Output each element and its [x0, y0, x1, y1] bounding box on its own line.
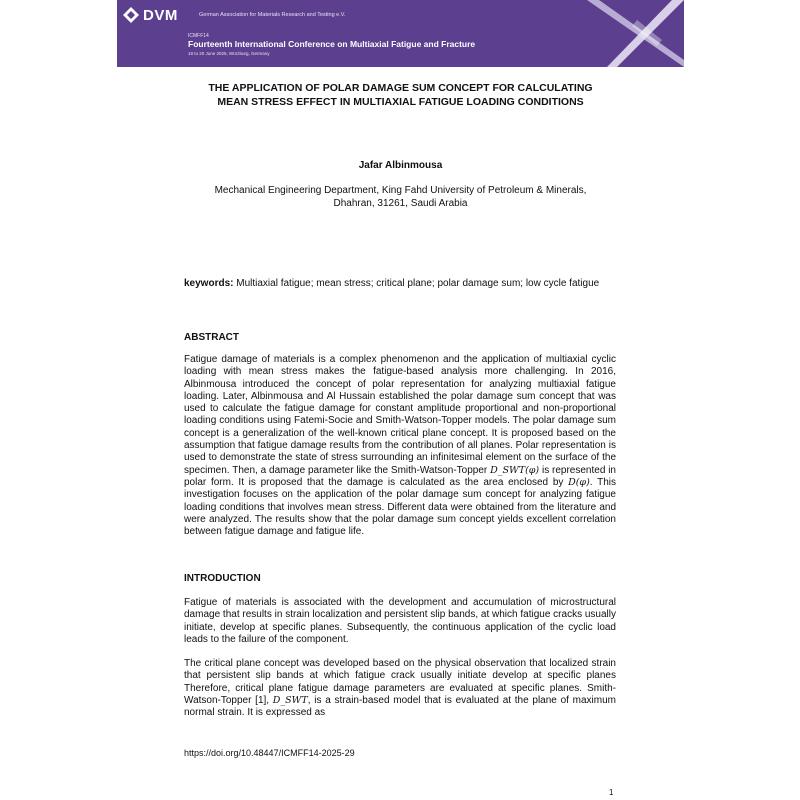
intro-text-2a: The critical plane concept was developed based on the physical observation that localized strain that persistent slip bands at which fatigue crack usually initiate develop at specific planes Therefore, critical plane fatigue damage parameters are evaluated at specific planes. Smith-Watson-Topper [1],: [184, 658, 616, 706]
intro-paragraph-1: Fatigue of materials is associated with the development and accumulation of microstructural damage that results in strain localization and persistent slip bands, at which fatigue cracks usually initiate, develop at specific planes. Subsequently, the continuous application of the cyclic load leads to the failure of the component.: [184, 597, 616, 645]
affiliation: [177, 184, 624, 210]
abstract-math-dphi: D(φ): [568, 476, 590, 488]
author-name: Jafar Albinmousa: [358, 160, 443, 171]
abstract-text-1: Fatigue damage of materials is a complex phenomenon and the application of multiaxial cyclic loading with mean stress makes the fatigue-based analysis more challenging. In 2016, Albinmousa introduced the concept of polar representation for analyzing multiaxial fatigue loading. Later, Albinmousa and Al Hussain established the polar damage sum concept that was used to calculate the fatigue damage for constant amplitude proportional and non-proportional loading conditions using Fatemi-Socie and Smith-Watson-Topper models. The polar damage sum concept is a generalization of the well-known critical plane concept. It is proposed based on the assumption that fatigue damage results from the contribution of all planes. Polar representation is used to demonstrate the state of stress surrounding an infinitesimal element on the surface of the specimen. Then, a damage parameter like the Smith-Watson-Topper: [184, 354, 616, 476]
page-number: 1: [609, 788, 614, 797]
paper-page: [117, 0, 684, 800]
intro-math-dswt: D_SWT: [272, 694, 308, 706]
paper-title: [157, 81, 644, 109]
abstract-math-dswt: D_SWT(φ): [490, 464, 540, 476]
organization-name: German Association for Materials Research and Testing e.V.: [199, 12, 346, 18]
conference-banner: [117, 0, 684, 67]
intro-text-2b: , is a strain-based model that is evaluated at the plane of maximum normal strain. It is expressed as: [184, 694, 616, 719]
conference-title: Fourteenth International Conference on Multiaxial Fatigue and Fracture: [188, 39, 476, 49]
abstract-heading: ABSTRACT: [184, 332, 239, 343]
dvm-diamond-icon: [123, 7, 139, 23]
abstract-text-2: is represented in polar form. It is proposed that the damage is calculated as the area enclosed by: [184, 464, 616, 488]
conference-date: 18 to 20 June 2025, Würzburg, Germany: [188, 51, 270, 56]
keywords-label: keywords:: [184, 278, 234, 289]
doi-link[interactable]: https://doi.org/10.48447/ICMFF14-2025-29: [184, 748, 355, 758]
intro-paragraph-2: [184, 658, 616, 719]
affiliation-line-2: Dhahran, 31261, Saudi Arabia: [333, 198, 468, 209]
abstract-paragraph: [184, 354, 616, 538]
abstract-text-3: . This investigation focuses on the application of the polar damage sum concept for analyzing fatigue loading conditions that involves mean stress. Different data were obtained from the literature and were analyzed. The results show that the polar damage sum concept yields excellent correlation between fatigue damage and fatigue life.: [184, 476, 616, 538]
affiliation-line-1: Mechanical Engineering Department, King Fahd University of Petroleum & Minerals,: [214, 185, 587, 196]
logo-text: DVM: [143, 6, 178, 24]
title-line-1: THE APPLICATION OF POLAR DAMAGE SUM CONCEPT FOR CALCULATING: [208, 82, 593, 94]
keywords-text: Multiaxial fatigue; mean stress; critical plane; polar damage sum; low cycle fatigue: [236, 278, 600, 289]
keywords: [184, 277, 604, 291]
introduction-heading: INTRODUCTION: [184, 573, 261, 584]
title-line-2: MEAN STRESS EFFECT IN MULTIAXIAL FATIGUE LOADING CONDITIONS: [217, 96, 584, 108]
dvm-logo: [123, 6, 178, 24]
conference-code: ICMFF14: [188, 33, 209, 39]
